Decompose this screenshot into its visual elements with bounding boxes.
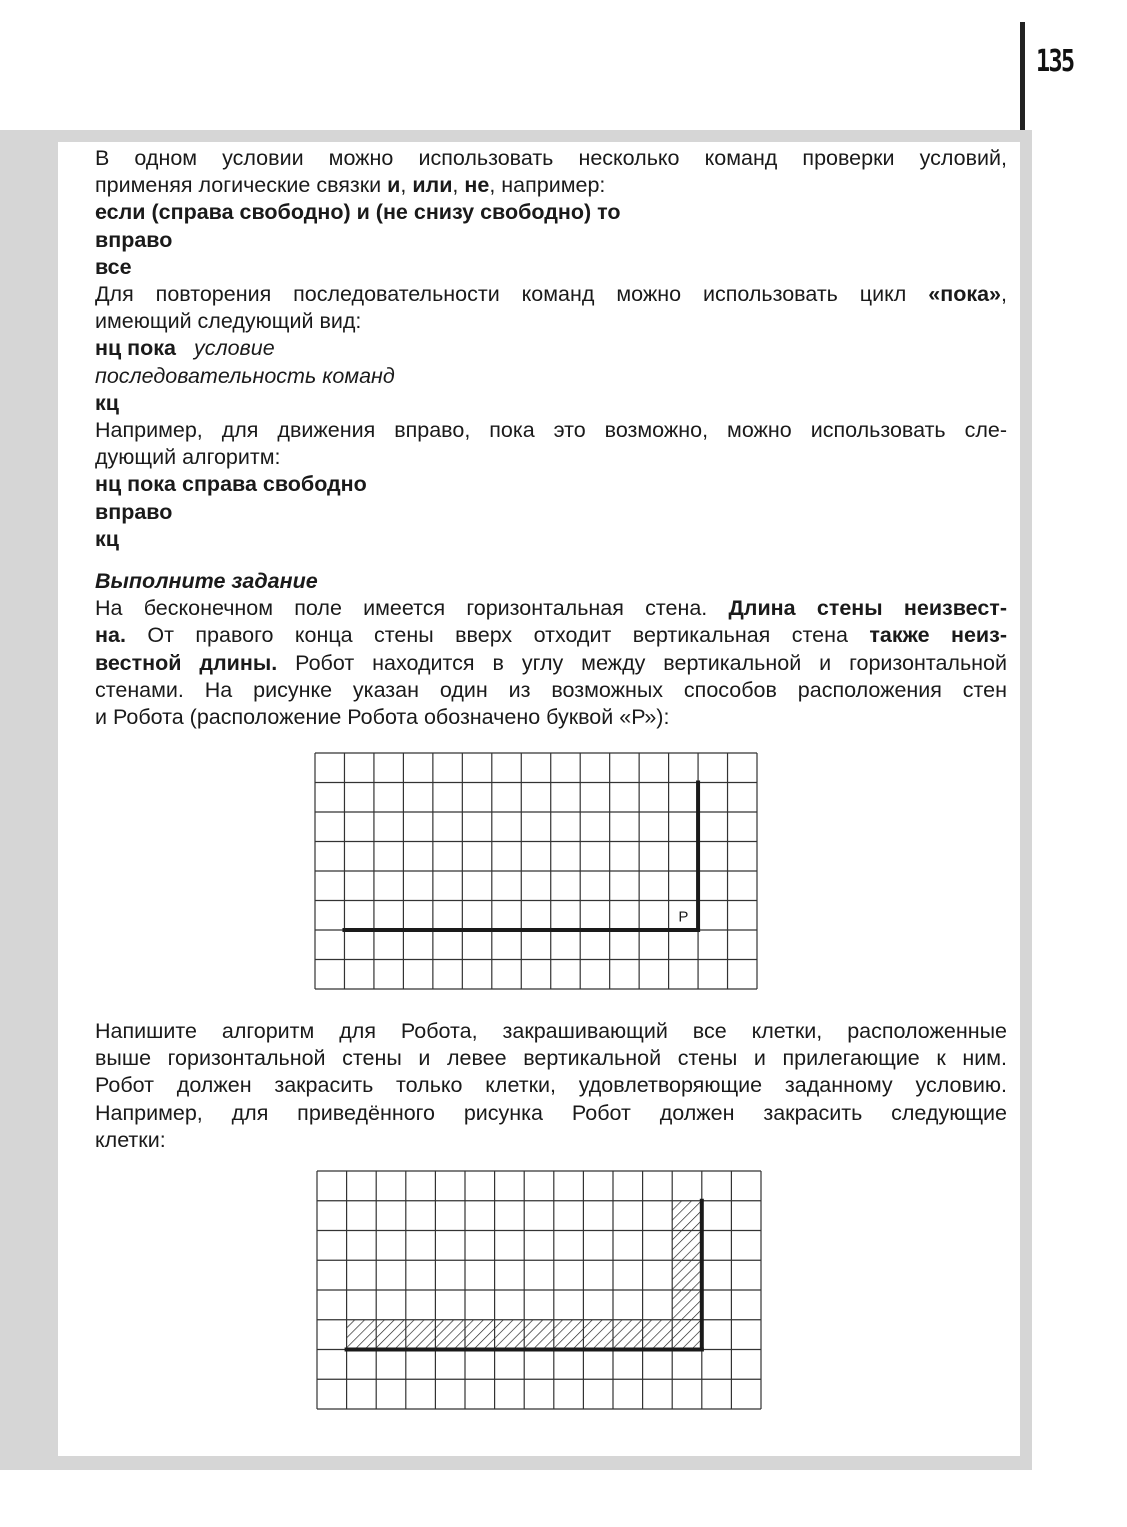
shaded-cell (465, 1320, 495, 1350)
code3-line-2: вправо (95, 499, 173, 524)
shaded-cell (583, 1320, 613, 1350)
page-number-rule (1020, 22, 1025, 130)
task-p2-line-3: Робот должен закрасить только клетки, удовлетворяющие заданному условию. (95, 1073, 1007, 1098)
code3-line-3: кц (95, 526, 119, 551)
code2-line-3: кц (95, 390, 119, 415)
conj-and: и (387, 173, 401, 198)
robot-marker: Р (678, 908, 689, 926)
task-emphasis: вестной длины. (95, 650, 278, 675)
task-p1-line-4: стенами. На рисунке указан один из возможных способов расположения стен (95, 677, 1007, 702)
task-p2-line-2: выше горизонтальной стены и левее вертикальной стены и прилегающие к ним. (95, 1046, 1007, 1071)
shaded-cell (672, 1290, 702, 1320)
task-p1-line-5: и Робота (расположение Робота обозначено буквой «Р»): (95, 705, 670, 730)
intro-line-2 (95, 172, 1007, 199)
code2-line-2: последовательность команд (95, 363, 395, 388)
field-diagram-1 (314, 752, 758, 990)
code1-line-3: все (95, 254, 132, 279)
code1-line-2: вправо (95, 227, 173, 252)
task-p1-line-3 (95, 650, 1007, 677)
example-line-2: дующий алгоритм: (95, 445, 281, 470)
shaded-cell (613, 1320, 643, 1350)
comma: , (452, 173, 465, 198)
code2-condition: условие (193, 336, 275, 361)
example-line-1: Например, для движения вправо, пока это возможно, можно использовать сле- (95, 418, 1007, 443)
intro-text: , например: (489, 173, 606, 198)
shaded-cell (435, 1320, 465, 1350)
shaded-cell (672, 1260, 702, 1290)
loop-text: , (1001, 282, 1007, 307)
text-block-task (95, 568, 1007, 731)
code3-line-1: нц пока справа свободно (95, 472, 367, 497)
grid-1-svg (314, 752, 758, 990)
conj-or: или (412, 173, 453, 198)
task-emphasis: Длина стены неизвест- (728, 596, 1007, 621)
task-p2-line-5: клетки: (95, 1127, 166, 1152)
intro-text: применяя логические связки (95, 173, 388, 198)
shaded-cell (672, 1320, 702, 1350)
intro-line-1: В одном условии можно использовать несколько команд проверки условий, (95, 146, 1007, 170)
code1-line-1: если (справа свободно) и (не снизу свободно) то (95, 200, 621, 225)
field-diagram-2 (316, 1170, 762, 1410)
shaded-cell (672, 1201, 702, 1231)
grid-2-svg (316, 1170, 762, 1410)
comma: , (400, 173, 413, 198)
task-text: Робот находится в углу между вертикальной и горизонтальной (277, 650, 1008, 675)
task-title: Выполните задание (95, 569, 318, 593)
text-block-intro (95, 145, 1007, 553)
task-p1-line-2 (95, 622, 1007, 649)
shaded-cell (554, 1320, 584, 1350)
loop-text: Для повторения последовательности команд можно использовать цикл (95, 282, 929, 307)
task-text: От правого конца стены вверх отходит вертикальная стена (125, 623, 870, 648)
task-p2-line-4: Например, для приведённого рисунка Робот должен закрасить следующие (95, 1100, 1007, 1125)
task-emphasis: также неиз- (869, 623, 1007, 648)
task-p2-line-1: Напишите алгоритм для Робота, закрашивающий все клетки, расположенные (95, 1019, 1007, 1043)
shaded-cell (347, 1320, 377, 1350)
text-block-instructions (95, 1018, 1007, 1154)
shaded-cell (672, 1231, 702, 1261)
code2-keyword: нц пока (95, 336, 177, 361)
task-p1-line-1 (95, 595, 1007, 622)
shaded-cell (495, 1320, 525, 1350)
task-emphasis: на. (95, 623, 126, 648)
shaded-cell (524, 1320, 554, 1350)
loop-keyword: «пока» (928, 282, 1002, 307)
shaded-cell (376, 1320, 406, 1350)
shaded-cell (406, 1320, 436, 1350)
shaded-cell (643, 1320, 673, 1350)
task-text: На бесконечном поле имеется горизонтальная стена. (95, 596, 729, 621)
page-number: 135 (1036, 44, 1074, 79)
loop-line-2: имеющий следующий вид: (95, 309, 362, 334)
conj-not: не (464, 173, 490, 198)
code2-line-1 (95, 335, 1007, 362)
loop-line-1 (95, 281, 1007, 308)
